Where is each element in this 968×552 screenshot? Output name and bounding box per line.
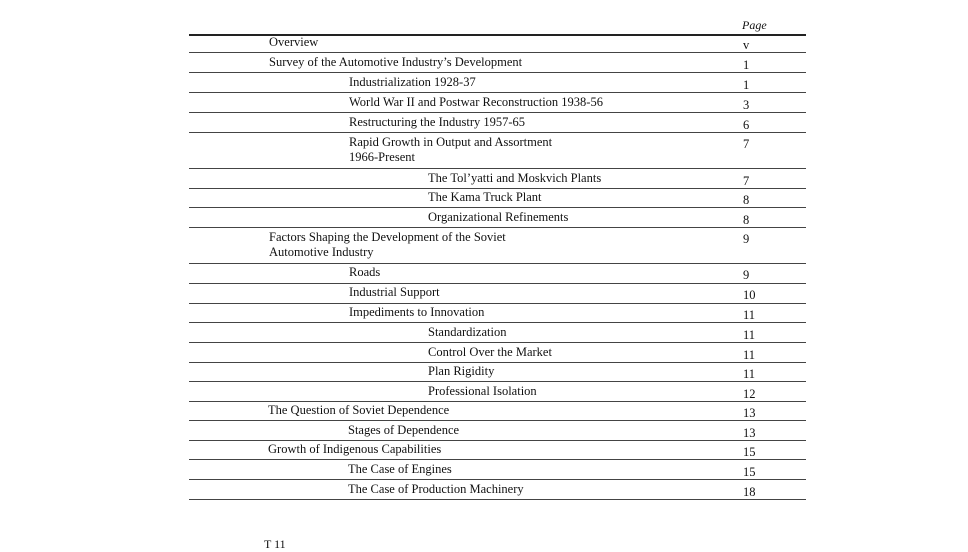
row-rule	[189, 381, 806, 382]
toc-page-number: 11	[743, 348, 756, 362]
toc-page-number: 12	[743, 387, 756, 401]
toc-page-number: 3	[743, 98, 750, 112]
row-rule	[189, 499, 806, 500]
row-rule	[189, 401, 806, 402]
toc-entry-case-engines: The Case of Engines	[348, 462, 452, 476]
row-rule	[189, 322, 806, 323]
toc-entry-wwii-reconstruction: World War II and Postwar Reconstruction 1938-56	[349, 95, 603, 109]
row-rule	[189, 72, 806, 73]
row-rule	[189, 440, 806, 441]
toc-entry-standardization: Standardization	[428, 325, 507, 339]
row-rule	[189, 420, 806, 421]
toc-entry-industrialization: Industrialization 1928-37	[349, 75, 476, 89]
toc-entry-organizational-refinements: Organizational Refinements	[428, 210, 569, 224]
toc-entry-industrial-support: Industrial Support	[349, 285, 440, 299]
toc-entry-restructuring: Restructuring the Industry 1957-65	[349, 115, 526, 129]
toc-entry-overview: Overview	[269, 35, 319, 49]
toc-entry-indigenous-capabilities: Growth of Indigenous Capabilities	[268, 442, 442, 456]
row-rule	[189, 92, 806, 93]
toc-page-number: 8	[743, 213, 750, 227]
toc-entry-case-production-machinery: The Case of Production Machinery	[348, 482, 524, 496]
toc-page-number: 11	[743, 328, 756, 342]
toc-page-number: 9	[743, 268, 750, 282]
toc-page-number: 13	[743, 426, 756, 440]
row-rule	[189, 362, 806, 363]
toc-entry-factors-line2: Automotive Industry	[269, 245, 374, 259]
toc-page-number: 15	[743, 465, 756, 479]
row-rule	[189, 168, 806, 169]
toc-page-number: 6	[743, 118, 750, 132]
toc-page-number: 7	[743, 174, 750, 188]
toc-page-number: 7	[743, 137, 750, 151]
row-rule	[189, 263, 806, 264]
page-column-header: Page	[742, 18, 767, 32]
toc-entry-rapid-growth-line2: 1966-Present	[349, 150, 415, 164]
row-rule	[189, 227, 806, 228]
row-rule	[189, 342, 806, 343]
toc-entry-soviet-dependence: The Question of Soviet Dependence	[268, 403, 450, 417]
row-rule	[189, 132, 806, 133]
toc-page-number: 8	[743, 193, 750, 207]
toc-entry-plan-rigidity: Plan Rigidity	[428, 364, 495, 378]
toc-entry-tolyatti-moskvich: The Tol’yatti and Moskvich Plants	[428, 171, 602, 185]
toc-page-number: 1	[743, 58, 750, 72]
row-rule	[189, 283, 806, 284]
row-rule	[189, 479, 806, 480]
row-rule	[189, 303, 806, 304]
toc-page-number: 1	[743, 78, 750, 92]
toc-entry-factors: Factors Shaping the Development of the Soviet	[269, 230, 506, 244]
toc-page-number: 18	[743, 485, 756, 499]
row-rule	[189, 52, 806, 53]
toc-page-number: 9	[743, 232, 750, 246]
toc-entry-rapid-growth: Rapid Growth in Output and Assortment	[349, 135, 553, 149]
toc-entry-impediments: Impediments to Innovation	[349, 305, 485, 319]
toc-page-number: 11	[743, 308, 756, 322]
toc-entry-kama-truck: The Kama Truck Plant	[428, 190, 542, 204]
toc-entry-survey: Survey of the Automotive Industry’s Development	[269, 55, 523, 69]
toc-page-number: 11	[743, 367, 756, 381]
toc-entry-professional-isolation: Professional Isolation	[428, 384, 537, 398]
toc-page-number: 15	[743, 445, 756, 459]
toc-page-number: v	[743, 38, 750, 52]
toc-page-number: 10	[743, 288, 756, 302]
row-rule	[189, 459, 806, 460]
row-rule	[189, 188, 806, 189]
toc-entry-roads: Roads	[349, 265, 381, 279]
row-rule	[189, 112, 806, 113]
cut-off-heading-fragment: T 11	[264, 537, 286, 551]
toc-page-number: 13	[743, 406, 756, 420]
toc-entry-control-market: Control Over the Market	[428, 345, 552, 359]
row-rule	[189, 207, 806, 208]
toc-entry-stages-dependence: Stages of Dependence	[348, 423, 460, 437]
